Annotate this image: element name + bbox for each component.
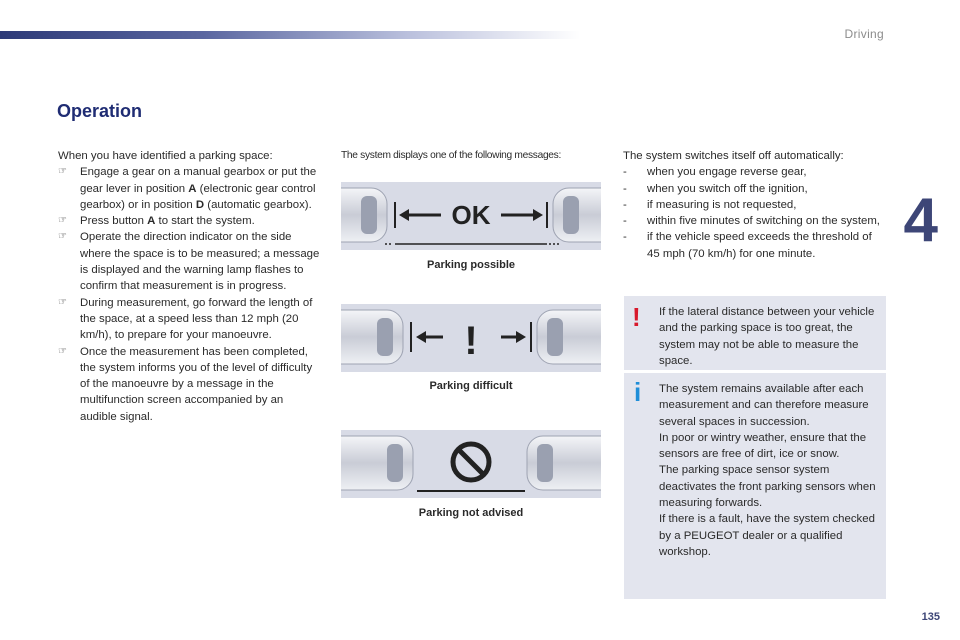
car-right-icon [527, 436, 601, 490]
caption-parking-possible: Parking possible [426, 259, 516, 271]
procedure-column [58, 148, 320, 425]
info-text [659, 381, 883, 560]
parking-difficult-illustration [341, 304, 601, 372]
parking-not-advised-illustration [341, 430, 601, 498]
chapter-number: 4 [903, 186, 938, 255]
caption-parking-difficult: Parking difficult [429, 380, 513, 392]
car-right-icon [553, 188, 601, 242]
message-panel-difficult [341, 304, 601, 372]
message-panel-ok [341, 182, 601, 250]
info-line: The parking space sensor system deactivates the front parking sensors when measuring forwards. [659, 464, 876, 510]
car-left-icon [341, 188, 387, 242]
procedure-step: ☞ Engage a gear on a manual gearbox or put the gear lever in position A (electronic gear control gearbox) or in position D (automatic gearbox). [58, 166, 317, 211]
procedure-step: ☞ During measurement, go forward the length of the space, at a speed less than 12 mph (20 km/h), to prepare for your manoeuvre. [58, 296, 313, 342]
list-item: - if measuring is not requested, [623, 198, 797, 211]
ok-symbol: OK [451, 200, 491, 230]
car-left-icon [341, 436, 413, 490]
list-item: - within five minutes of switching on the system, [623, 215, 880, 228]
page-number: 135 [921, 611, 940, 623]
list-item: - if the vehicle speed exceeds the threshold of 45 mph (70 km/h) for one minute. [623, 231, 872, 260]
list-item: - when you switch off the ignition, [623, 182, 808, 195]
arrow-bullet-icon: ☞ [58, 345, 67, 357]
info-icon: i [634, 377, 642, 407]
exclamation-symbol: ! [464, 319, 478, 363]
header-gradient-bar [0, 31, 580, 39]
list-item: - when you engage reverse gear, [623, 166, 807, 179]
info-note [624, 373, 886, 599]
caption-parking-not-advised: Parking not advised [418, 507, 524, 519]
arrow-bullet-icon: ☞ [58, 215, 67, 227]
page-title: Operation [57, 101, 143, 121]
arrow-bullet-icon: ☞ [58, 166, 67, 178]
arrow-bullet-icon: ☞ [58, 296, 67, 308]
messages-heading: The system displays one of the following messages: [341, 150, 561, 161]
auto-off-intro: The system switches itself off automatically: [623, 150, 844, 162]
info-line: In poor or wintry weather, ensure that the sensors are free of dirt, ice or snow. [659, 431, 867, 461]
procedure-step: ☞ Press button A to start the system. [58, 213, 320, 229]
warning-note [624, 296, 886, 370]
auto-off-column [623, 148, 885, 262]
no-entry-icon [453, 444, 489, 480]
procedure-step: ☞ Operate the direction indicator on the side where the space is to be measured; a message is displayed and the warning lamp flashes to confirm that measurement is in progress. [58, 231, 320, 293]
warning-text: If the lateral distance between your vehicle and the parking space is too great, the system may not be able to measure the space. [659, 306, 875, 367]
message-panel-not-advised [341, 430, 601, 498]
procedure-step: ☞ Once the measurement has been completed, the system informs you of the level of difficulty of the manoeuvre by a message in the multifunction screen accompanied by an audible signal. [58, 345, 313, 423]
info-line: If there is a fault, have the system checked by a PEUGEOT dealer or a qualified workshop. [659, 513, 875, 558]
parking-ok-illustration [341, 182, 601, 250]
warning-icon: ! [632, 302, 641, 332]
procedure-intro: When you have identified a parking space: [58, 150, 273, 162]
arrow-bullet-icon: ☞ [58, 231, 67, 243]
car-right-icon [537, 310, 601, 364]
info-line: The system remains available after each measurement and can therefore measure several spaces in succession. [659, 383, 869, 428]
car-left-icon [341, 310, 403, 364]
chapter-title: Driving [844, 27, 884, 41]
